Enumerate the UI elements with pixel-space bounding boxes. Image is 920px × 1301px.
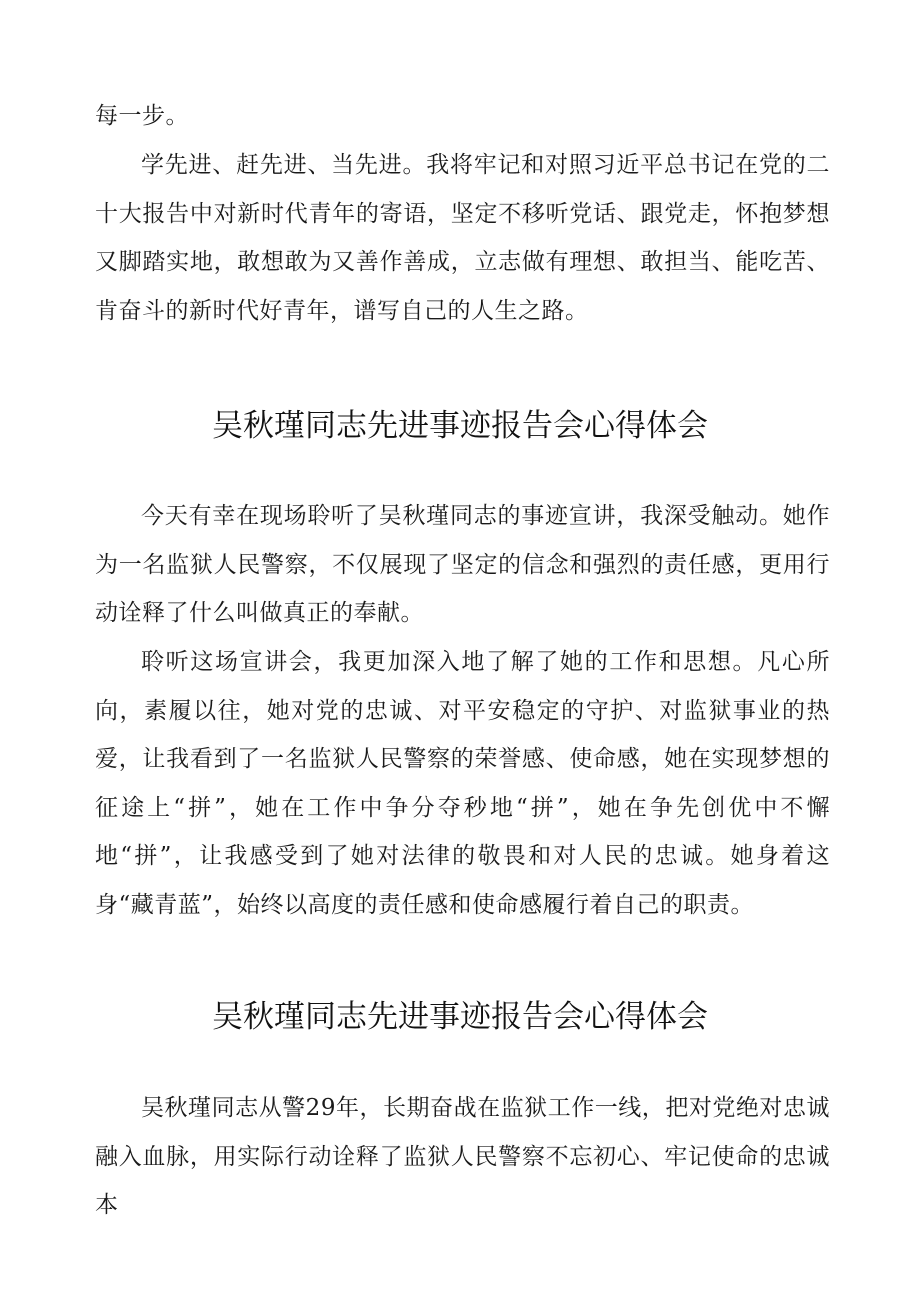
paragraph-continuation: 每一步。 — [95, 103, 189, 129]
paragraph-learn-advanced: 学先进、赶先进、当先进。我将牢记和对照习近平总书记在党的二十大报告中对新时代青年的寄语，坚定不移听党话、跟党走，怀抱梦想又脚踏实地，敢想敢为又善作善成，立志做有理想、敢担当、能吃苦、肯奋斗的新时代好青年，谱写自己的人生之路。 — [95, 152, 830, 324]
section-heading-2: 吴秋瑾同志先进事迹报告会心得体会 — [212, 999, 708, 1035]
paragraph-lecture-reflection: 聆听这场宣讲会，我更加深入地了解了她的工作和思想。凡心所向，素履以往，她对党的忠诚、对平安稳定的守护、对监狱事业的热爱，让我看到了一名监狱人民警察的荣誉感、使命感，她在实现梦想的征途上“拼”，她在工作中争分夺秒地“拼”，她在争先创优中不懈地“拼”，让我感受到了她对法律的敬畏和对人民的忠诚。她身着这身“藏青蓝”，始终以高度的责任感和使命感履行着自己的职责。 — [95, 649, 830, 918]
paragraph-lecture-impression: 今天有幸在现场聆听了吴秋瑾同志的事迹宣讲，我深受触动。她作为一名监狱人民警察，不仅展现了坚定的信念和强烈的责任感，更用行动诠释了什么叫做真正的奉献。 — [95, 503, 830, 626]
section-heading-1: 吴秋瑾同志先进事迹报告会心得体会 — [212, 408, 708, 444]
paragraph-career-summary: 吴秋瑾同志从警29年，长期奋战在监狱工作一线，把对党绝对忠诚融入血脉，用实际行动诠释了监狱人民警察不忘初心、牢记使命的忠诚本 — [95, 1095, 830, 1218]
